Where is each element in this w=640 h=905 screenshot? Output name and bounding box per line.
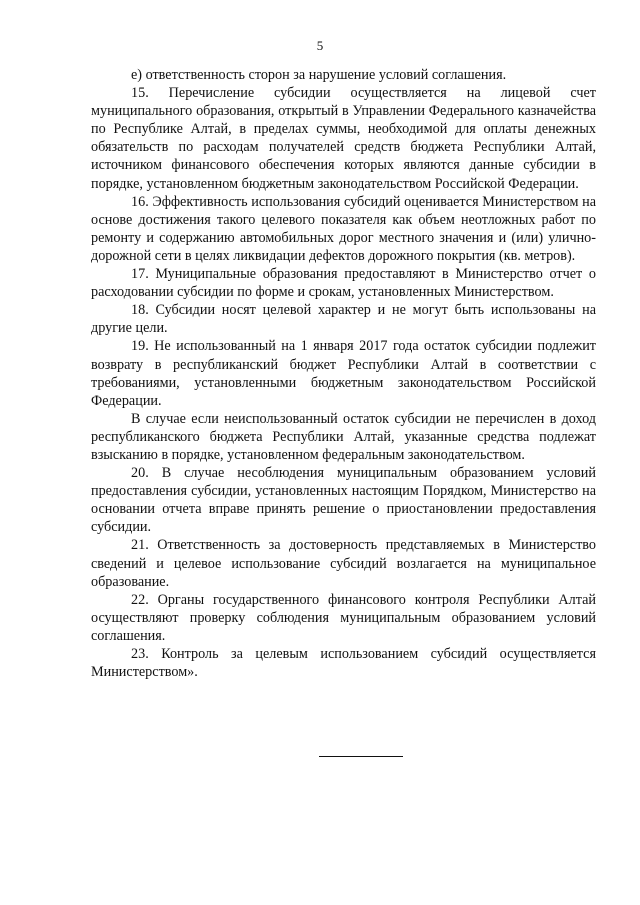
paragraph-19-continuation: В случае если неиспользованный остаток субсидии не перечислен в доход республиканского бюджета Республики Алтай, указанные средства подлежат взысканию в порядке, установленном федеральным законодательством. xyxy=(91,410,596,463)
paragraph-23: 23. Контроль за целевым использованием субсидий осуществляется Министерством». xyxy=(91,646,596,681)
paragraph-16: 16. Эффективность использования субсидий оценивается Министерством на основе достижения такого целевого показателя как объем неотложных работ по ремонту и содержанию автомобильных дорог местного значения и (или) улично-дорожной сети в целях ликвидации дефектов дорожного покрытия (кв. метров). xyxy=(91,193,596,264)
page-number: 5 xyxy=(316,38,324,53)
closing-divider xyxy=(319,756,403,757)
paragraph-20: 20. В случае несоблюдения муниципальным образованием условий предоставления субсидии, установленных настоящим Порядком, Министерство на основании отчета вправе принять решение о приостановлении предоставления субсидии. xyxy=(91,465,596,536)
document-body xyxy=(91,66,596,681)
paragraph-17: 17. Муниципальные образования предоставляют в Министерство отчет о расходовании субсидии по форме и срокам, установленных Министерством. xyxy=(91,266,596,301)
paragraph-item-e: е) ответственность сторон за нарушение условий соглашения. xyxy=(131,67,507,83)
paragraph-22: 22. Органы государственного финансового контроля Республики Алтай осуществляют проверку соблюдения муниципальным образованием условий соглашения. xyxy=(91,591,596,644)
paragraph-18: 18. Субсидии носят целевой характер и не могут быть использованы на другие цели. xyxy=(91,302,596,337)
paragraph-15: 15. Перечисление субсидии осуществляется на лицевой счет муниципального образования, открытый в Управлении Федерального казначейства по Республике Алтай, в пределах суммы, необходимой для оплаты денежных обязательств по расходам получателей средств бюджета Республики Алтай, источником финансового обеспечения которых являются данные субсидии в порядке, установленном бюджетным законодательством Российской Федерации. xyxy=(91,85,596,192)
paragraph-21: 21. Ответственность за достоверность представляемых в Министерство сведений и целевое использование субсидий возлагается на муниципальное образование. xyxy=(91,537,596,590)
paragraph-19: 19. Не использованный на 1 января 2017 года остаток субсидии подлежит возврату в республиканский бюджет Республики Алтай в соответствии с требованиями, установленными бюджетным законодательством Российской Федерации. xyxy=(91,338,596,409)
